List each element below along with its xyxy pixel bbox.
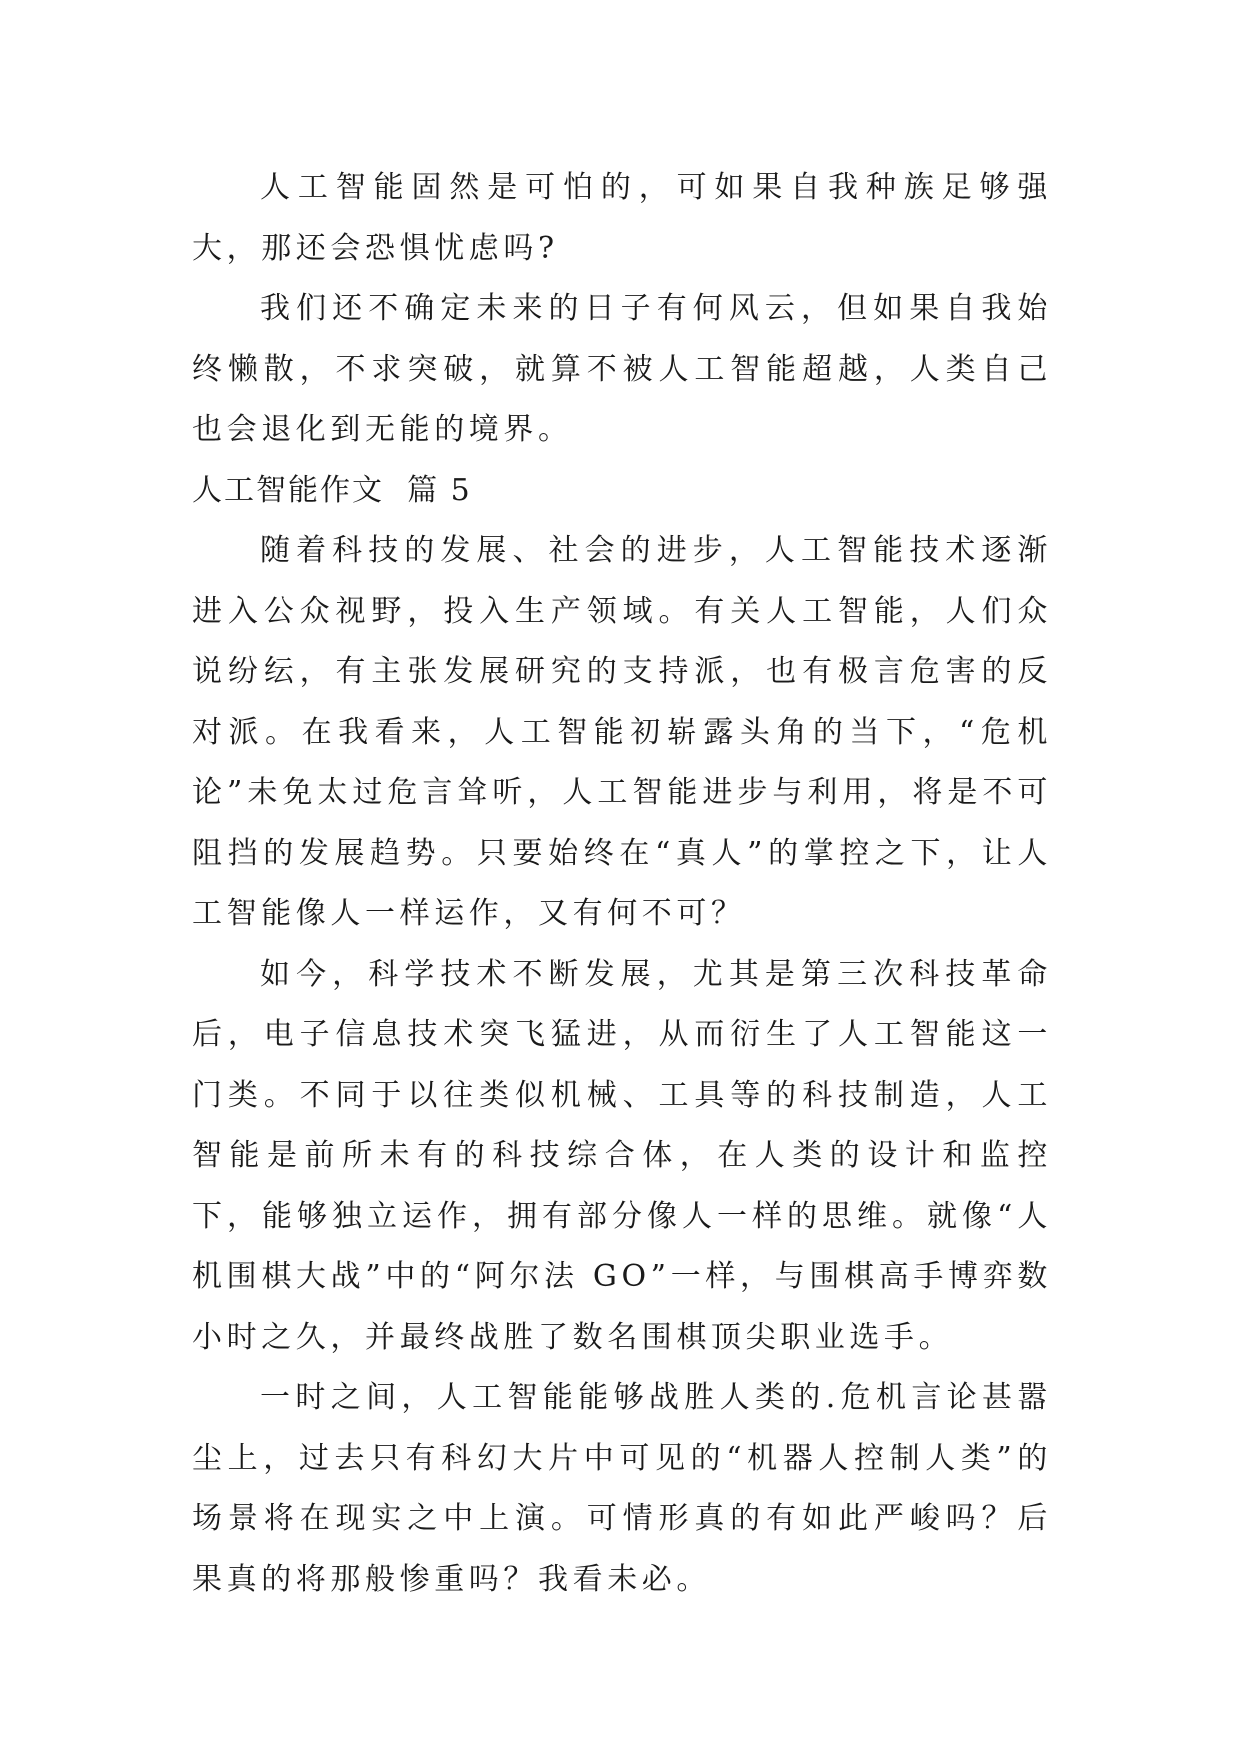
paragraph-future-uncertain: 我们还不确定未来的日子有何风云，但如果自我始终懒散，不求突破，就算不被人工智能超越，人类自己也会退化到无能的境界。	[192, 291, 1052, 447]
paragraph-ai-technology: 如今，科学技术不断发展，尤其是第三次科技革命后，电子信息技术突飞猛进，从而衍生了人工智能这一门类。不同于以往类似机械、工具等的科技制造，人工智能是前所未有的科技综合体，在人类的设计和监控下，能够独立运作，拥有部分像人一样的思维。就像“人机围棋大战”中的“阿尔法 GO”一样，与围棋高手博弈数小时之久，并最终战胜了数名围棋顶尖职业选手。	[192, 956, 1052, 1355]
paragraph-crisis-talk: 一时之间，人工智能能够战胜人类的.危机言论甚嚣尘上，过去只有科幻大片中可见的“机器人控制人类”的场景将在现实之中上演。可情形真的有如此严峻吗？后果真的将那般惨重吗？我看未必。	[192, 1380, 1052, 1597]
document-body	[192, 158, 1052, 1610]
section-heading: 人工智能作文 篇 5	[192, 472, 472, 508]
paragraph-ai-development: 随着科技的发展、社会的进步，人工智能技术逐渐进入公众视野，投入生产领域。有关人工智能，人们众说纷纭，有主张发展研究的支持派，也有极言危害的反对派。在我看来，人工智能初崭露头角的当下，“危机论”未免太过危言耸听，人工智能进步与利用，将是不可阻挡的发展趋势。只要始终在“真人”的掌控之下，让人工智能像人一样运作，又有何不可？	[192, 533, 1052, 931]
paragraph-ai-fear: 人工智能固然是可怕的，可如果自我种族足够强大，那还会恐惧忧虑吗?	[192, 170, 1052, 266]
